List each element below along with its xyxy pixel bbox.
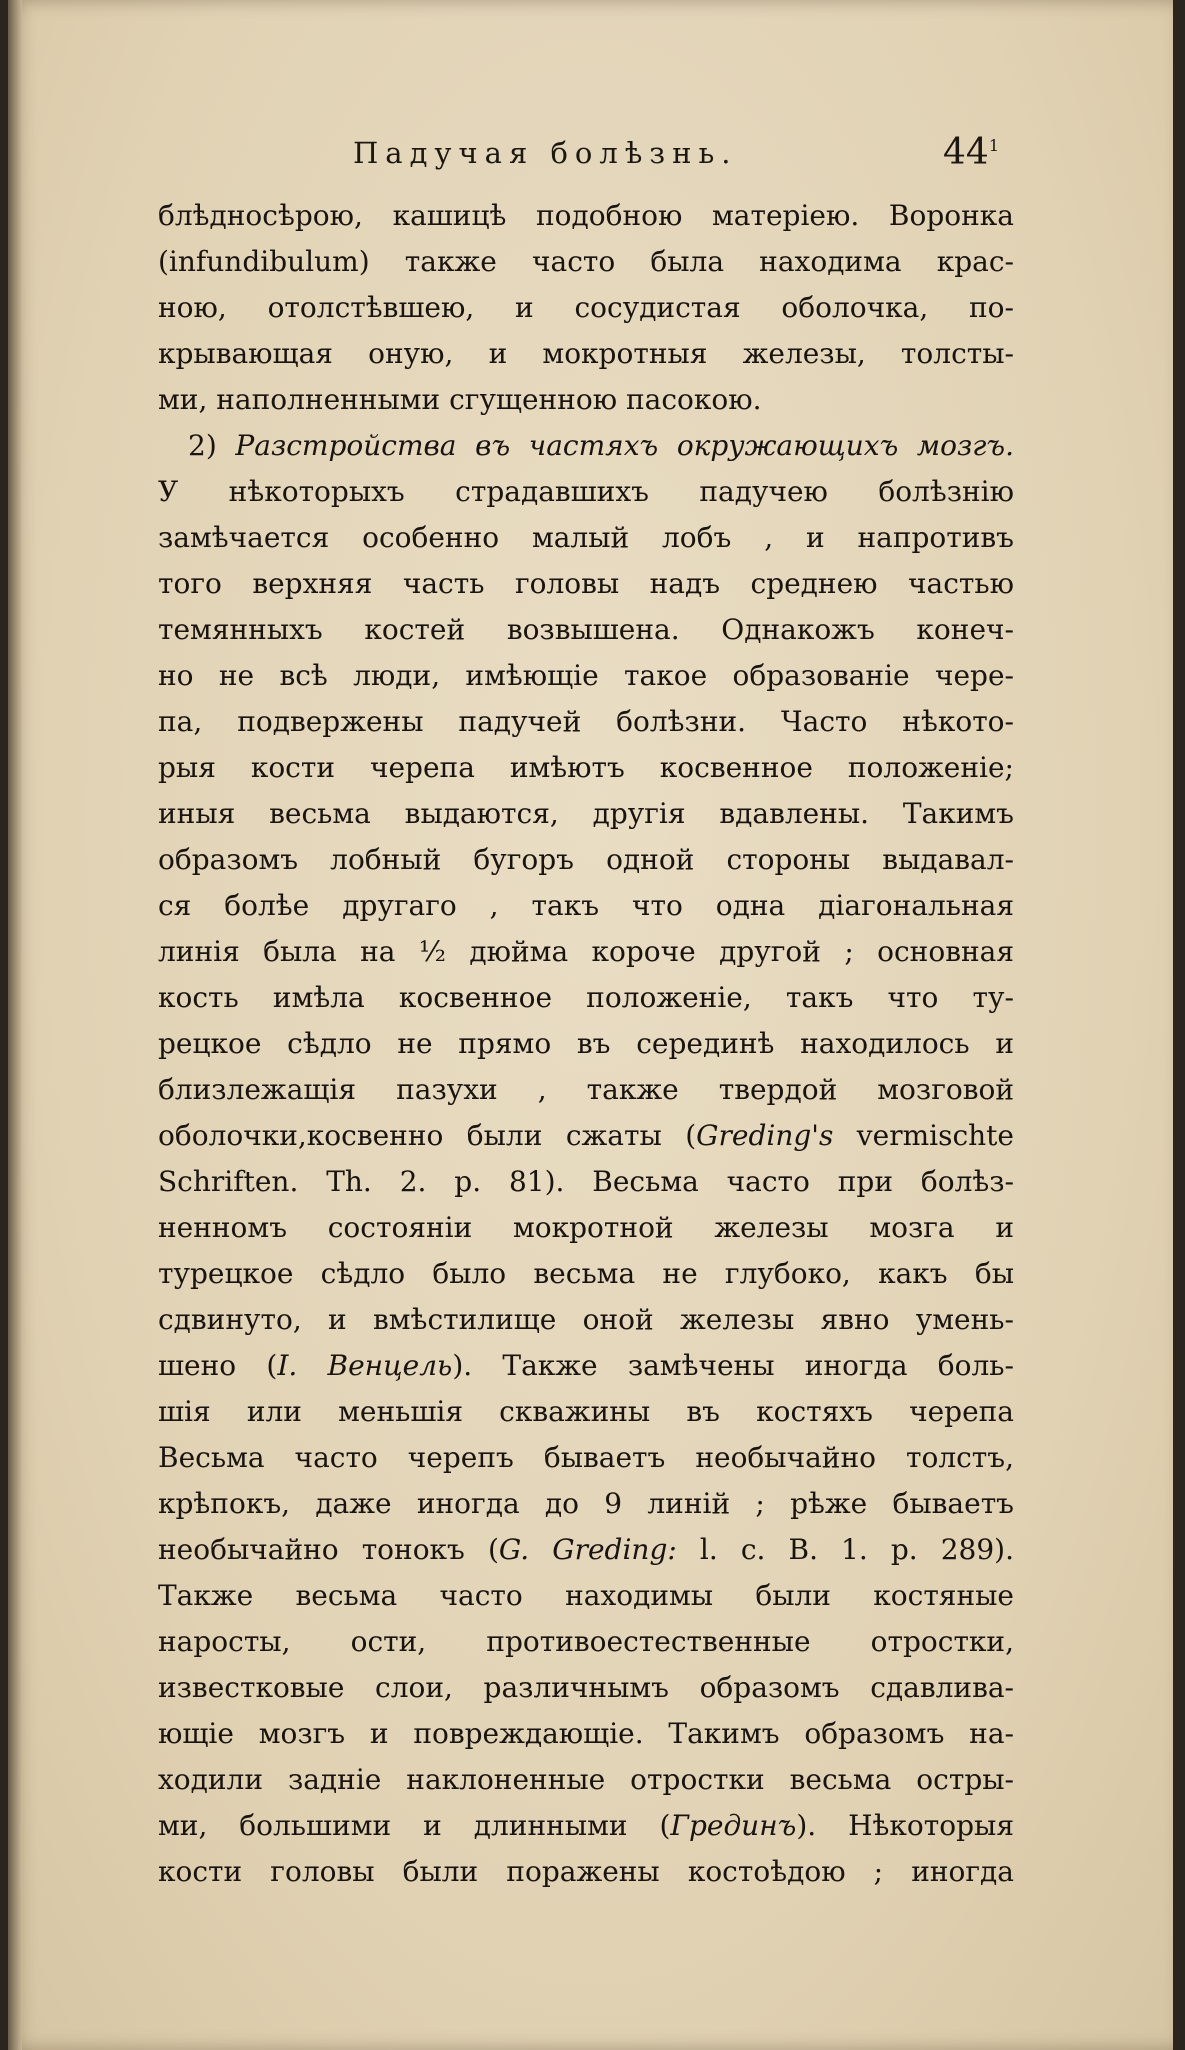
text-segment: У нѣкоторыхъ страдавшихъ падучею болѣзнію: [158, 475, 1014, 508]
text-segment: темянныхъ костей возвышена. Однакожъ конеч-: [158, 613, 1014, 646]
text-line-18: [158, 975, 1014, 1021]
text-line-14: [158, 791, 1014, 837]
text-line-32: [158, 1619, 1014, 1665]
text-line-25: [158, 1297, 1014, 1343]
text-line-4: [158, 331, 1014, 377]
text-line-13: [158, 745, 1014, 791]
text-line-16: [158, 883, 1014, 929]
text-segment: известковые слои, различнымъ образомъ сдавлива-: [158, 1671, 1014, 1704]
text-segment: vermischte: [833, 1119, 1014, 1152]
citation-author: G. Greding:: [498, 1533, 677, 1566]
text-line-24: [158, 1251, 1014, 1297]
text-line-34: [158, 1711, 1014, 1757]
text-segment: образомъ лобный бугоръ одной стороны выдавал-: [158, 843, 1014, 876]
text-line-37: [158, 1849, 1014, 1895]
text-segment: ся болѣе другаго , такъ что одна діагональная: [158, 889, 1014, 922]
text-segment: ). Также замѣчены иногда боль-: [452, 1349, 1015, 1382]
text-line-7: [158, 469, 1014, 515]
page-number-main: 44: [943, 132, 989, 173]
text-segment: крѣпокъ, даже иногда до 9 линій ; рѣже бываетъ: [158, 1487, 1014, 1520]
text-segment: ною, отолстѣвшею, и сосудистая оболочка, по-: [158, 291, 1014, 324]
text-segment: крывающая оную, и мокротныя железы, толсты-: [158, 337, 1014, 370]
text-segment: l. c. B. 1. p. 289).: [676, 1533, 1015, 1566]
text-segment: того верхняя часть головы надъ среднею частью: [158, 567, 1014, 600]
text-segment: кость имѣла косвенное положеніе, такъ что ту-: [158, 981, 1014, 1014]
section-heading: Разстройства въ частяхъ окружающихъ мозгъ.: [235, 429, 1014, 462]
text-segment: линія была на ½ дюйма короче другой ; основная: [158, 935, 1014, 968]
text-line-8: [158, 515, 1014, 561]
citation-author: Greding's: [696, 1119, 834, 1152]
text-segment: замѣчается особенно малый лобъ , и напротивъ: [158, 521, 1014, 554]
text-segment: Также весьма часто находимы были костяные: [158, 1579, 1014, 1612]
text-line-28: [158, 1435, 1014, 1481]
text-line-36: [158, 1803, 1014, 1849]
text-line-5: [158, 377, 1014, 423]
page-header: [8, 132, 1173, 184]
book-page: [8, 0, 1173, 2050]
text-line-20: [158, 1067, 1014, 1113]
page-gutter-edge: [8, 0, 22, 2050]
text-segment: ходили задніе наклоненные отростки весьма остры-: [158, 1763, 1014, 1796]
text-line-10: [158, 607, 1014, 653]
text-segment: необычайно тонокъ (: [158, 1533, 499, 1566]
text-segment: па, подвержены падучей болѣзни. Часто нѣкото-: [158, 705, 1014, 738]
text-segment: шія или меньшія скважины въ костяхъ черепа: [158, 1395, 1014, 1428]
text-segment: шено (: [158, 1349, 278, 1382]
text-line-21: [158, 1113, 1014, 1159]
text-segment: (infundibulum) также часто была находима крас-: [158, 245, 1014, 278]
text-segment: блѣдносѣрою, кашицѣ подобною матеріею. Воронка: [158, 199, 1014, 232]
text-segment: кости головы были поражены костоѣдою ; иногда: [158, 1855, 1014, 1888]
text-line-29: [158, 1481, 1014, 1527]
text-segment: сдвинуто, и вмѣстилище оной железы явно умень-: [158, 1303, 1014, 1336]
text-line-22: [158, 1159, 1014, 1205]
text-segment: но не всѣ люди, имѣющіе такое образованіе чере-: [158, 659, 1014, 692]
citation-author: I. Венцель: [277, 1349, 453, 1382]
text-line-1: [158, 193, 1014, 239]
text-segment: оболочки,косвенно были сжаты (: [158, 1119, 697, 1152]
text-line-2: [158, 239, 1014, 285]
text-line-31: [158, 1573, 1014, 1619]
text-line-30: [158, 1527, 1014, 1573]
section-heading-line: [188, 423, 1014, 469]
text-line-33: [158, 1665, 1014, 1711]
text-line-27: [158, 1389, 1014, 1435]
text-segment: наросты, ости, противоестественные отростки,: [158, 1625, 1014, 1658]
text-line-35: [158, 1757, 1014, 1803]
text-line-3: [158, 285, 1014, 331]
text-line-12: [158, 699, 1014, 745]
text-segment: ми, наполненными сгущенною пасокою.: [158, 383, 762, 416]
text-segment: ющіе мозгъ и повреждающіе. Такимъ образомъ на-: [158, 1717, 1014, 1750]
citation-author: Грединъ: [670, 1809, 797, 1842]
text-line-19: [158, 1021, 1014, 1067]
text-segment: иныя весьма выдаются, другія вдавлены. Такимъ: [158, 797, 1014, 830]
running-head: Падучая болѣзнь.: [353, 136, 738, 170]
text-segment: ненномъ состояніи мокротной железы мозга и: [158, 1211, 1014, 1244]
text-segment: Schriften. Th. 2. p. 81). Весьма часто при болѣз-: [158, 1165, 1014, 1198]
text-line-17: [158, 929, 1014, 975]
text-line-15: [158, 837, 1014, 883]
text-line-26: [158, 1343, 1014, 1389]
text-segment: Весьма часто черепъ бываетъ необычайно толстъ,: [158, 1441, 1014, 1474]
text-line-23: [158, 1205, 1014, 1251]
text-segment: близлежащія пазухи , также твердой мозговой: [158, 1073, 1014, 1106]
text-segment: рецкое сѣдло не прямо въ серединѣ находилось и: [158, 1027, 1014, 1060]
text-segment: рыя кости черепа имѣютъ косвенное положеніе;: [158, 751, 1014, 784]
page-number-suffix: 1: [988, 136, 999, 155]
text-segment: турецкое сѣдло было весьма не глубоко, какъ бы: [158, 1257, 1014, 1290]
section-number: 2): [188, 429, 236, 462]
text-segment: ми, большими и длинными (: [158, 1809, 671, 1842]
page-number: [943, 132, 999, 173]
text-line-9: [158, 561, 1014, 607]
text-line-11: [158, 653, 1014, 699]
text-segment: ). Нѣкоторыя: [796, 1809, 1014, 1842]
